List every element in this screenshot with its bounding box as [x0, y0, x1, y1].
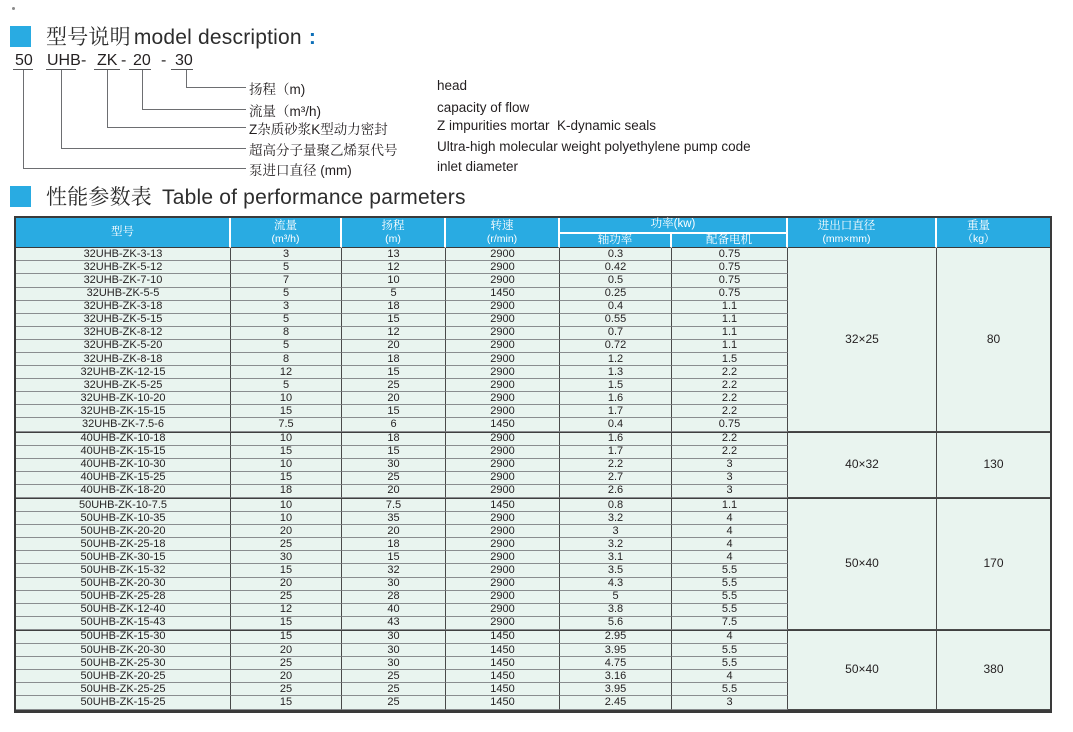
model-cell: 32UHB-ZK-5-5	[16, 288, 231, 301]
motor-cell: 4	[672, 630, 788, 644]
speed-cell: 2900	[446, 604, 560, 617]
shaft-power-cell: 3.16	[560, 670, 672, 683]
flow-cell: 10	[231, 392, 342, 405]
flow-cell: 18	[231, 485, 342, 498]
shaft-power-cell: 0.72	[560, 340, 672, 353]
model-cell: 50UHB-ZK-20-25	[16, 670, 231, 683]
flow-cell: 15	[231, 630, 342, 644]
shaft-power-cell: 0.4	[560, 418, 672, 431]
flow-cell: 15	[231, 472, 342, 485]
weight-merged-cell: 130	[937, 432, 1050, 498]
speed-cell: 2900	[446, 459, 560, 472]
motor-cell: 3	[672, 459, 788, 472]
motor-cell: 5.5	[672, 578, 788, 591]
motor-cell: 7.5	[672, 617, 788, 630]
flow-cell: 20	[231, 525, 342, 538]
speed-cell: 2900	[446, 353, 560, 366]
shaft-power-cell: 3.95	[560, 644, 672, 657]
speed-cell: 2900	[446, 525, 560, 538]
head-cell: 18	[342, 353, 446, 366]
flow-cell: 15	[231, 564, 342, 577]
head-cell: 43	[342, 617, 446, 630]
speed-cell: 2900	[446, 564, 560, 577]
shaft-power-cell: 4.75	[560, 657, 672, 670]
col-header-shaft-power: 轴功率	[560, 234, 672, 248]
head-cell: 30	[342, 578, 446, 591]
callout-label-zh: 扬程（m)	[249, 82, 306, 97]
motor-cell: 0.75	[672, 418, 788, 431]
shaft-power-cell: 3	[560, 525, 672, 538]
head-cell: 25	[342, 696, 446, 709]
callout-label-en: Z impurities mortar K-dynamic seals	[437, 118, 657, 133]
head-cell: 30	[342, 657, 446, 670]
callout-label-zh: 流量（m³/h)	[249, 104, 321, 119]
head-cell: 15	[342, 366, 446, 379]
weight-merged-cell: 80	[937, 248, 1050, 431]
motor-cell: 0.75	[672, 261, 788, 274]
model-code-token: 20	[133, 52, 151, 69]
head-cell: 18	[342, 538, 446, 551]
shaft-power-cell: 1.7	[560, 405, 672, 418]
speed-cell: 2900	[446, 472, 560, 485]
diameter-merged-cell: 50×40	[788, 498, 937, 630]
shaft-power-cell: 2.2	[560, 459, 672, 472]
speed-cell: 2900	[446, 432, 560, 446]
shaft-power-cell: 3.95	[560, 683, 672, 696]
model-cell: 50UHB-ZK-20-30	[16, 644, 231, 657]
flow-cell: 20	[231, 670, 342, 683]
speed-cell: 2900	[446, 340, 560, 353]
model-cell: 32UHB-ZK-10-20	[16, 392, 231, 405]
shaft-power-cell: 0.55	[560, 314, 672, 327]
performance-table-body	[16, 248, 1050, 709]
speed-cell: 2900	[446, 485, 560, 498]
speed-cell: 1450	[446, 630, 560, 644]
flow-cell: 5	[231, 314, 342, 327]
motor-cell: 1.1	[672, 498, 788, 512]
flow-cell: 7.5	[231, 418, 342, 431]
head-cell: 40	[342, 604, 446, 617]
flow-cell: 5	[231, 261, 342, 274]
table-row	[16, 248, 1050, 261]
head-cell: 18	[342, 301, 446, 314]
shaft-power-cell: 2.6	[560, 485, 672, 498]
weight-merged-cell: 380	[937, 630, 1050, 710]
head-cell: 20	[342, 485, 446, 498]
motor-cell: 3	[672, 485, 788, 498]
shaft-power-cell: 5.6	[560, 617, 672, 630]
speed-cell: 1450	[446, 418, 560, 431]
model-cell: 32UHB-ZK-15-15	[16, 405, 231, 418]
table-row	[16, 498, 1050, 512]
motor-cell: 0.75	[672, 288, 788, 301]
col-header-head: 扬程 (m)	[342, 218, 446, 248]
flow-cell: 15	[231, 617, 342, 630]
motor-cell: 2.2	[672, 446, 788, 459]
speed-cell: 2900	[446, 327, 560, 340]
head-cell: 13	[342, 248, 446, 261]
speed-cell: 2900	[446, 366, 560, 379]
col-header-model: 型号	[16, 218, 231, 248]
shaft-power-cell: 4.3	[560, 578, 672, 591]
shaft-power-cell: 2.45	[560, 696, 672, 709]
model-cell: 32UHB-ZK-7.5-6	[16, 418, 231, 431]
flow-cell: 30	[231, 551, 342, 564]
model-code-token: 50	[15, 52, 33, 69]
flow-cell: 25	[231, 657, 342, 670]
shaft-power-cell: 1.2	[560, 353, 672, 366]
model-cell: 50UHB-ZK-30-15	[16, 551, 231, 564]
head-cell: 7.5	[342, 498, 446, 512]
motor-cell: 4	[672, 551, 788, 564]
speed-cell: 2900	[446, 538, 560, 551]
model-code-token: ZK	[97, 52, 118, 69]
speed-cell: 2900	[446, 591, 560, 604]
head-cell: 30	[342, 459, 446, 472]
model-code-diagram	[0, 0, 1073, 185]
shaft-power-cell: 0.4	[560, 301, 672, 314]
col-header-weight: 重量 （kg）	[937, 218, 1050, 248]
motor-cell: 5.5	[672, 604, 788, 617]
flow-cell: 20	[231, 644, 342, 657]
speed-cell: 2900	[446, 405, 560, 418]
model-cell: 50UHB-ZK-15-32	[16, 564, 231, 577]
model-cell: 50UHB-ZK-15-43	[16, 617, 231, 630]
speed-cell: 1450	[446, 498, 560, 512]
model-cell: 32UHB-ZK-5-20	[16, 340, 231, 353]
model-cell: 50UHB-ZK-10-35	[16, 512, 231, 525]
motor-cell: 2.2	[672, 392, 788, 405]
model-cell: 32UHB-ZK-5-25	[16, 379, 231, 392]
head-cell: 25	[342, 379, 446, 392]
model-cell: 32UHB-ZK-7-10	[16, 274, 231, 287]
shaft-power-cell: 0.25	[560, 288, 672, 301]
head-cell: 28	[342, 591, 446, 604]
flow-cell: 8	[231, 353, 342, 366]
shaft-power-cell: 0.3	[560, 248, 672, 261]
model-cell: 50UHB-ZK-20-30	[16, 578, 231, 591]
flow-cell: 15	[231, 696, 342, 709]
shaft-power-cell: 0.42	[560, 261, 672, 274]
performance-table-wrap	[14, 216, 1052, 713]
flow-cell: 5	[231, 340, 342, 353]
shaft-power-cell: 5	[560, 591, 672, 604]
model-cell: 40UHB-ZK-15-25	[16, 472, 231, 485]
model-cell: 50UHB-ZK-25-18	[16, 538, 231, 551]
speed-cell: 1450	[446, 683, 560, 696]
speed-cell: 2900	[446, 512, 560, 525]
motor-cell: 0.75	[672, 248, 788, 261]
head-cell: 15	[342, 551, 446, 564]
model-code-token: -	[161, 52, 167, 69]
section2-title-zh: 性能参数表	[46, 186, 152, 209]
motor-cell: 4	[672, 525, 788, 538]
speed-cell: 2900	[446, 392, 560, 405]
flow-cell: 25	[231, 591, 342, 604]
flow-cell: 7	[231, 274, 342, 287]
model-cell: 32HUB-ZK-8-12	[16, 327, 231, 340]
flow-cell: 15	[231, 405, 342, 418]
head-cell: 10	[342, 274, 446, 287]
speed-cell: 2900	[446, 578, 560, 591]
flow-cell: 15	[231, 446, 342, 459]
shaft-power-cell: 3.8	[560, 604, 672, 617]
motor-cell: 2.2	[672, 379, 788, 392]
callout-connector-line	[23, 70, 246, 169]
model-cell: 32UHB-ZK-3-13	[16, 248, 231, 261]
model-cell: 50UHB-ZK-15-30	[16, 630, 231, 644]
callout-label-en: Ultra-high molecular weight polyethylene pump code	[437, 139, 751, 154]
model-cell: 50UHB-ZK-25-25	[16, 683, 231, 696]
head-cell: 15	[342, 446, 446, 459]
head-cell: 25	[342, 670, 446, 683]
shaft-power-cell: 1.5	[560, 379, 672, 392]
head-cell: 12	[342, 261, 446, 274]
col-header-speed: 转速 (r/min)	[446, 218, 560, 248]
flow-cell: 3	[231, 248, 342, 261]
col-header-power: 功率(kw)	[560, 218, 788, 234]
speed-cell: 2900	[446, 446, 560, 459]
speed-cell: 2900	[446, 551, 560, 564]
shaft-power-cell: 1.3	[560, 366, 672, 379]
head-cell: 32	[342, 564, 446, 577]
model-cell: 32UHB-ZK-3-18	[16, 301, 231, 314]
motor-cell: 2.2	[672, 366, 788, 379]
performance-table	[16, 218, 1050, 710]
flow-cell: 12	[231, 604, 342, 617]
section1-title-colon: :	[308, 26, 317, 49]
speed-cell: 1450	[446, 696, 560, 709]
callout-label-en: capacity of flow	[437, 100, 530, 115]
model-cell: 32UHB-ZK-8-18	[16, 353, 231, 366]
head-cell: 25	[342, 683, 446, 696]
flow-cell: 10	[231, 432, 342, 446]
speed-cell: 2900	[446, 274, 560, 287]
motor-cell: 5.5	[672, 644, 788, 657]
model-cell: 40UHB-ZK-10-30	[16, 459, 231, 472]
speed-cell: 2900	[446, 261, 560, 274]
shaft-power-cell: 1.6	[560, 432, 672, 446]
flow-cell: 25	[231, 683, 342, 696]
head-cell: 30	[342, 630, 446, 644]
table-row	[16, 630, 1050, 644]
shaft-power-cell: 1.6	[560, 392, 672, 405]
shaft-power-cell: 3.2	[560, 512, 672, 525]
flow-cell: 12	[231, 366, 342, 379]
motor-cell: 1.5	[672, 353, 788, 366]
model-cell: 32UHB-ZK-5-15	[16, 314, 231, 327]
motor-cell: 3	[672, 472, 788, 485]
col-header-diameter: 进出口直径 (mm×mm)	[788, 218, 937, 248]
motor-cell: 5.5	[672, 564, 788, 577]
head-cell: 20	[342, 340, 446, 353]
diameter-merged-cell: 40×32	[788, 432, 937, 498]
model-cell: 32UHB-ZK-5-12	[16, 261, 231, 274]
section2-header	[10, 184, 466, 208]
head-cell: 18	[342, 432, 446, 446]
speed-cell: 2900	[446, 617, 560, 630]
head-cell: 6	[342, 418, 446, 431]
section2-title-en: Table of performance parmeters	[162, 186, 466, 209]
motor-cell: 0.75	[672, 274, 788, 287]
model-cell: 50UHB-ZK-20-20	[16, 525, 231, 538]
motor-cell: 4	[672, 512, 788, 525]
model-code-token: 30	[175, 52, 193, 69]
model-cell: 50UHB-ZK-10-7.5	[16, 498, 231, 512]
shaft-power-cell: 0.7	[560, 327, 672, 340]
head-cell: 30	[342, 644, 446, 657]
motor-cell: 1.1	[672, 301, 788, 314]
shaft-power-cell: 2.95	[560, 630, 672, 644]
model-cell: 32UHB-ZK-12-15	[16, 366, 231, 379]
speed-cell: 2900	[446, 301, 560, 314]
shaft-power-cell: 3.1	[560, 551, 672, 564]
diameter-merged-cell: 50×40	[788, 630, 937, 710]
section2-title	[31, 181, 466, 211]
head-cell: 35	[342, 512, 446, 525]
model-cell: 50UHB-ZK-25-28	[16, 591, 231, 604]
flow-cell: 5	[231, 379, 342, 392]
model-cell: 50UHB-ZK-25-30	[16, 657, 231, 670]
motor-cell: 4	[672, 538, 788, 551]
callout-label-zh: 泵进口直径 (mm)	[249, 163, 352, 178]
motor-cell: 3	[672, 696, 788, 709]
section1-title-en: model description	[133, 26, 302, 49]
model-code-token: UHB	[47, 52, 81, 69]
flow-cell: 5	[231, 288, 342, 301]
callout-label-zh: 超高分子量聚乙烯泵代号	[249, 143, 398, 158]
speed-cell: 2900	[446, 248, 560, 261]
col-header-motor: 配备电机	[672, 234, 788, 248]
motor-cell: 5.5	[672, 591, 788, 604]
shaft-power-cell: 0.5	[560, 274, 672, 287]
flow-cell: 20	[231, 578, 342, 591]
speed-cell: 1450	[446, 657, 560, 670]
flow-cell: 10	[231, 512, 342, 525]
motor-cell: 4	[672, 670, 788, 683]
motor-cell: 2.2	[672, 432, 788, 446]
motor-cell: 2.2	[672, 405, 788, 418]
head-cell: 15	[342, 314, 446, 327]
table-row	[16, 432, 1050, 446]
model-code-token: -	[81, 52, 87, 69]
flow-cell: 10	[231, 498, 342, 512]
shaft-power-cell: 1.7	[560, 446, 672, 459]
head-cell: 20	[342, 392, 446, 405]
callout-label-en: inlet diameter	[437, 159, 519, 174]
head-cell: 25	[342, 472, 446, 485]
section1-title-zh: 型号说明	[46, 26, 131, 49]
shaft-power-cell: 3.5	[560, 564, 672, 577]
callout-label-en: head	[437, 78, 468, 93]
head-cell: 20	[342, 525, 446, 538]
speed-cell: 2900	[446, 379, 560, 392]
model-cell: 50UHB-ZK-15-25	[16, 696, 231, 709]
model-cell: 40UHB-ZK-18-20	[16, 485, 231, 498]
speed-cell: 1450	[446, 288, 560, 301]
shaft-power-cell: 0.8	[560, 498, 672, 512]
motor-cell: 1.1	[672, 327, 788, 340]
diameter-merged-cell: 32×25	[788, 248, 937, 431]
speed-cell: 2900	[446, 314, 560, 327]
model-code-token: -	[121, 52, 127, 69]
flow-cell: 25	[231, 538, 342, 551]
callout-label-zh: Z杂质砂浆K型动力密封	[249, 122, 388, 137]
motor-cell: 1.1	[672, 340, 788, 353]
section2-bullet-icon	[10, 186, 31, 207]
flow-cell: 8	[231, 327, 342, 340]
head-cell: 12	[342, 327, 446, 340]
speed-cell: 1450	[446, 670, 560, 683]
flow-cell: 10	[231, 459, 342, 472]
speed-cell: 1450	[446, 644, 560, 657]
head-cell: 15	[342, 405, 446, 418]
shaft-power-cell: 3.2	[560, 538, 672, 551]
shaft-power-cell: 2.7	[560, 472, 672, 485]
model-cell: 50UHB-ZK-12-40	[16, 604, 231, 617]
motor-cell: 5.5	[672, 657, 788, 670]
motor-cell: 1.1	[672, 314, 788, 327]
model-cell: 40UHB-ZK-10-18	[16, 432, 231, 446]
weight-merged-cell: 170	[937, 498, 1050, 630]
head-cell: 5	[342, 288, 446, 301]
motor-cell: 5.5	[672, 683, 788, 696]
flow-cell: 3	[231, 301, 342, 314]
model-cell: 40UHB-ZK-15-15	[16, 446, 231, 459]
col-header-flow: 流量 (m³/h)	[231, 218, 342, 248]
